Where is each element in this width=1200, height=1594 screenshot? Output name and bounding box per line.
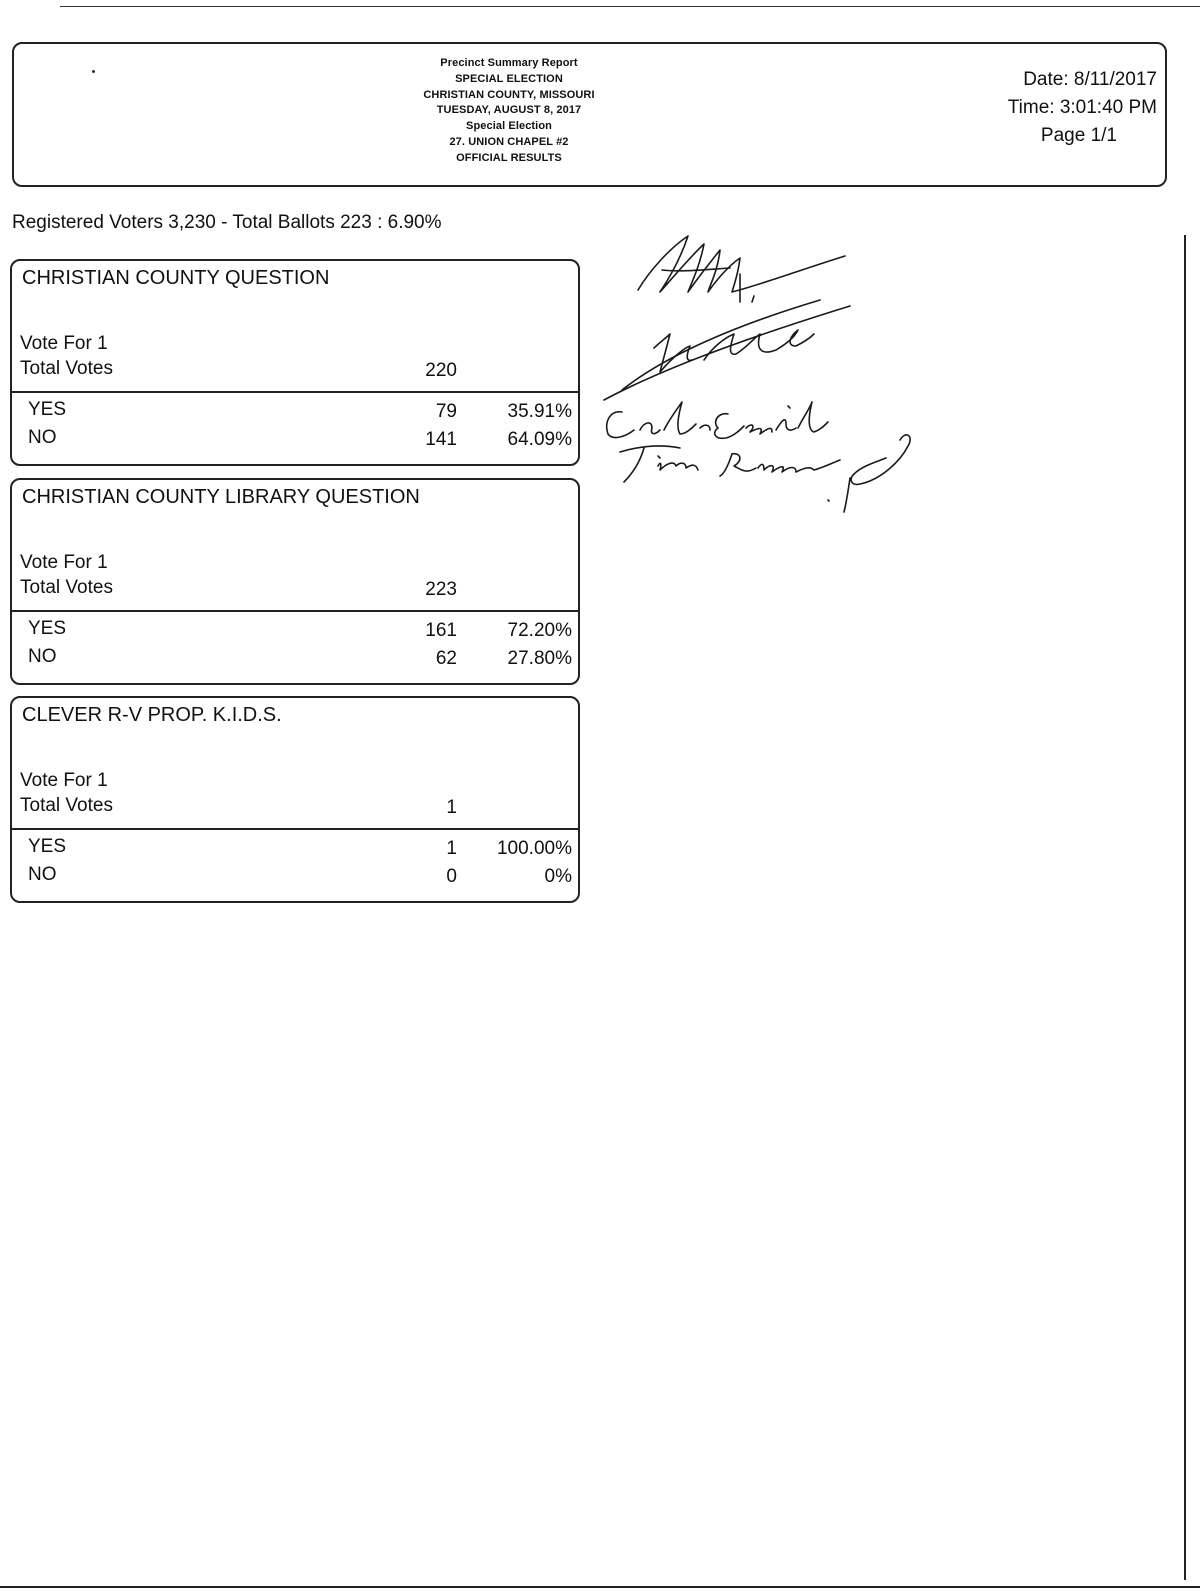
page-number: Page 1/1 (1040, 125, 1117, 146)
choice-row (12, 646, 578, 674)
choice-name: NO (28, 646, 57, 667)
contest-title: CHRISTIAN COUNTY LIBRARY QUESTION (22, 486, 420, 508)
report-time: Time: 3:01:40 PM (1007, 97, 1157, 118)
choice-row (12, 399, 578, 427)
total-votes-label: Total Votes (20, 358, 113, 379)
vote-for-label: Vote For 1 (20, 333, 108, 354)
contest-divider (12, 828, 578, 830)
choice-name: YES (28, 399, 67, 420)
contest-box (10, 696, 580, 903)
scan-right-edge (1184, 235, 1186, 1580)
signature-3 (607, 402, 828, 438)
choice-votes: 1 (446, 838, 457, 859)
choice-row (12, 618, 578, 646)
contest-title: CHRISTIAN COUNTY QUESTION (22, 267, 330, 289)
scan-top-rule (60, 6, 1200, 7)
election-type: SPECIAL ELECTION (455, 72, 563, 85)
report-title-block (364, 56, 654, 167)
registered-voters-summary: Registered Voters 3,230 - Total Ballots 223 : 6.90% (12, 212, 442, 233)
choice-percent: 64.09% (507, 429, 572, 450)
contest-divider (12, 391, 578, 393)
jurisdiction: CHRISTIAN COUNTY, MISSOURI (423, 88, 595, 101)
signature-4 (620, 435, 910, 512)
choice-votes: 0 (446, 866, 457, 887)
contest-box (10, 259, 580, 466)
results-status: OFFICIAL RESULTS (456, 151, 562, 164)
total-votes-value: 1 (446, 797, 457, 818)
signature-1 (638, 236, 845, 302)
choice-row (12, 836, 578, 864)
signature-2 (604, 300, 850, 400)
choice-percent: 0% (544, 866, 572, 887)
contest-title: CLEVER R-V PROP. K.I.D.S. (22, 704, 282, 726)
vote-for-label: Vote For 1 (20, 552, 108, 573)
choice-name: NO (28, 864, 57, 885)
contest-box (10, 478, 580, 685)
total-votes-label: Total Votes (20, 795, 113, 816)
total-votes-value: 223 (425, 579, 457, 600)
choice-name: NO (28, 427, 57, 448)
choice-percent: 72.20% (507, 620, 572, 641)
total-votes-value: 220 (425, 360, 457, 381)
choice-votes: 141 (425, 429, 457, 450)
choice-percent: 100.00% (496, 838, 572, 859)
choice-row (12, 427, 578, 455)
contest-divider (12, 610, 578, 612)
choice-name: YES (28, 618, 67, 639)
choice-name: YES (28, 836, 67, 857)
handwritten-signatures (600, 230, 930, 520)
choice-votes: 62 (435, 648, 457, 669)
choice-percent: 27.80% (507, 648, 572, 669)
report-date: Date: 8/11/2017 (1023, 69, 1157, 90)
report-meta (957, 66, 1157, 150)
vote-for-label: Vote For 1 (20, 770, 108, 791)
scan-bottom-rule (0, 1586, 1200, 1588)
choice-percent: 35.91% (507, 401, 572, 422)
choice-votes: 161 (425, 620, 457, 641)
choice-votes: 79 (435, 401, 457, 422)
report-title: Precinct Summary Report (440, 57, 578, 69)
election-date: TUESDAY, AUGUST 8, 2017 (436, 104, 582, 117)
precinct-name: 27. UNION CHAPEL #2 (449, 135, 569, 148)
election-name: Special Election (466, 120, 552, 133)
report-header (12, 42, 1167, 187)
choice-row (12, 864, 578, 892)
total-votes-label: Total Votes (20, 577, 113, 598)
